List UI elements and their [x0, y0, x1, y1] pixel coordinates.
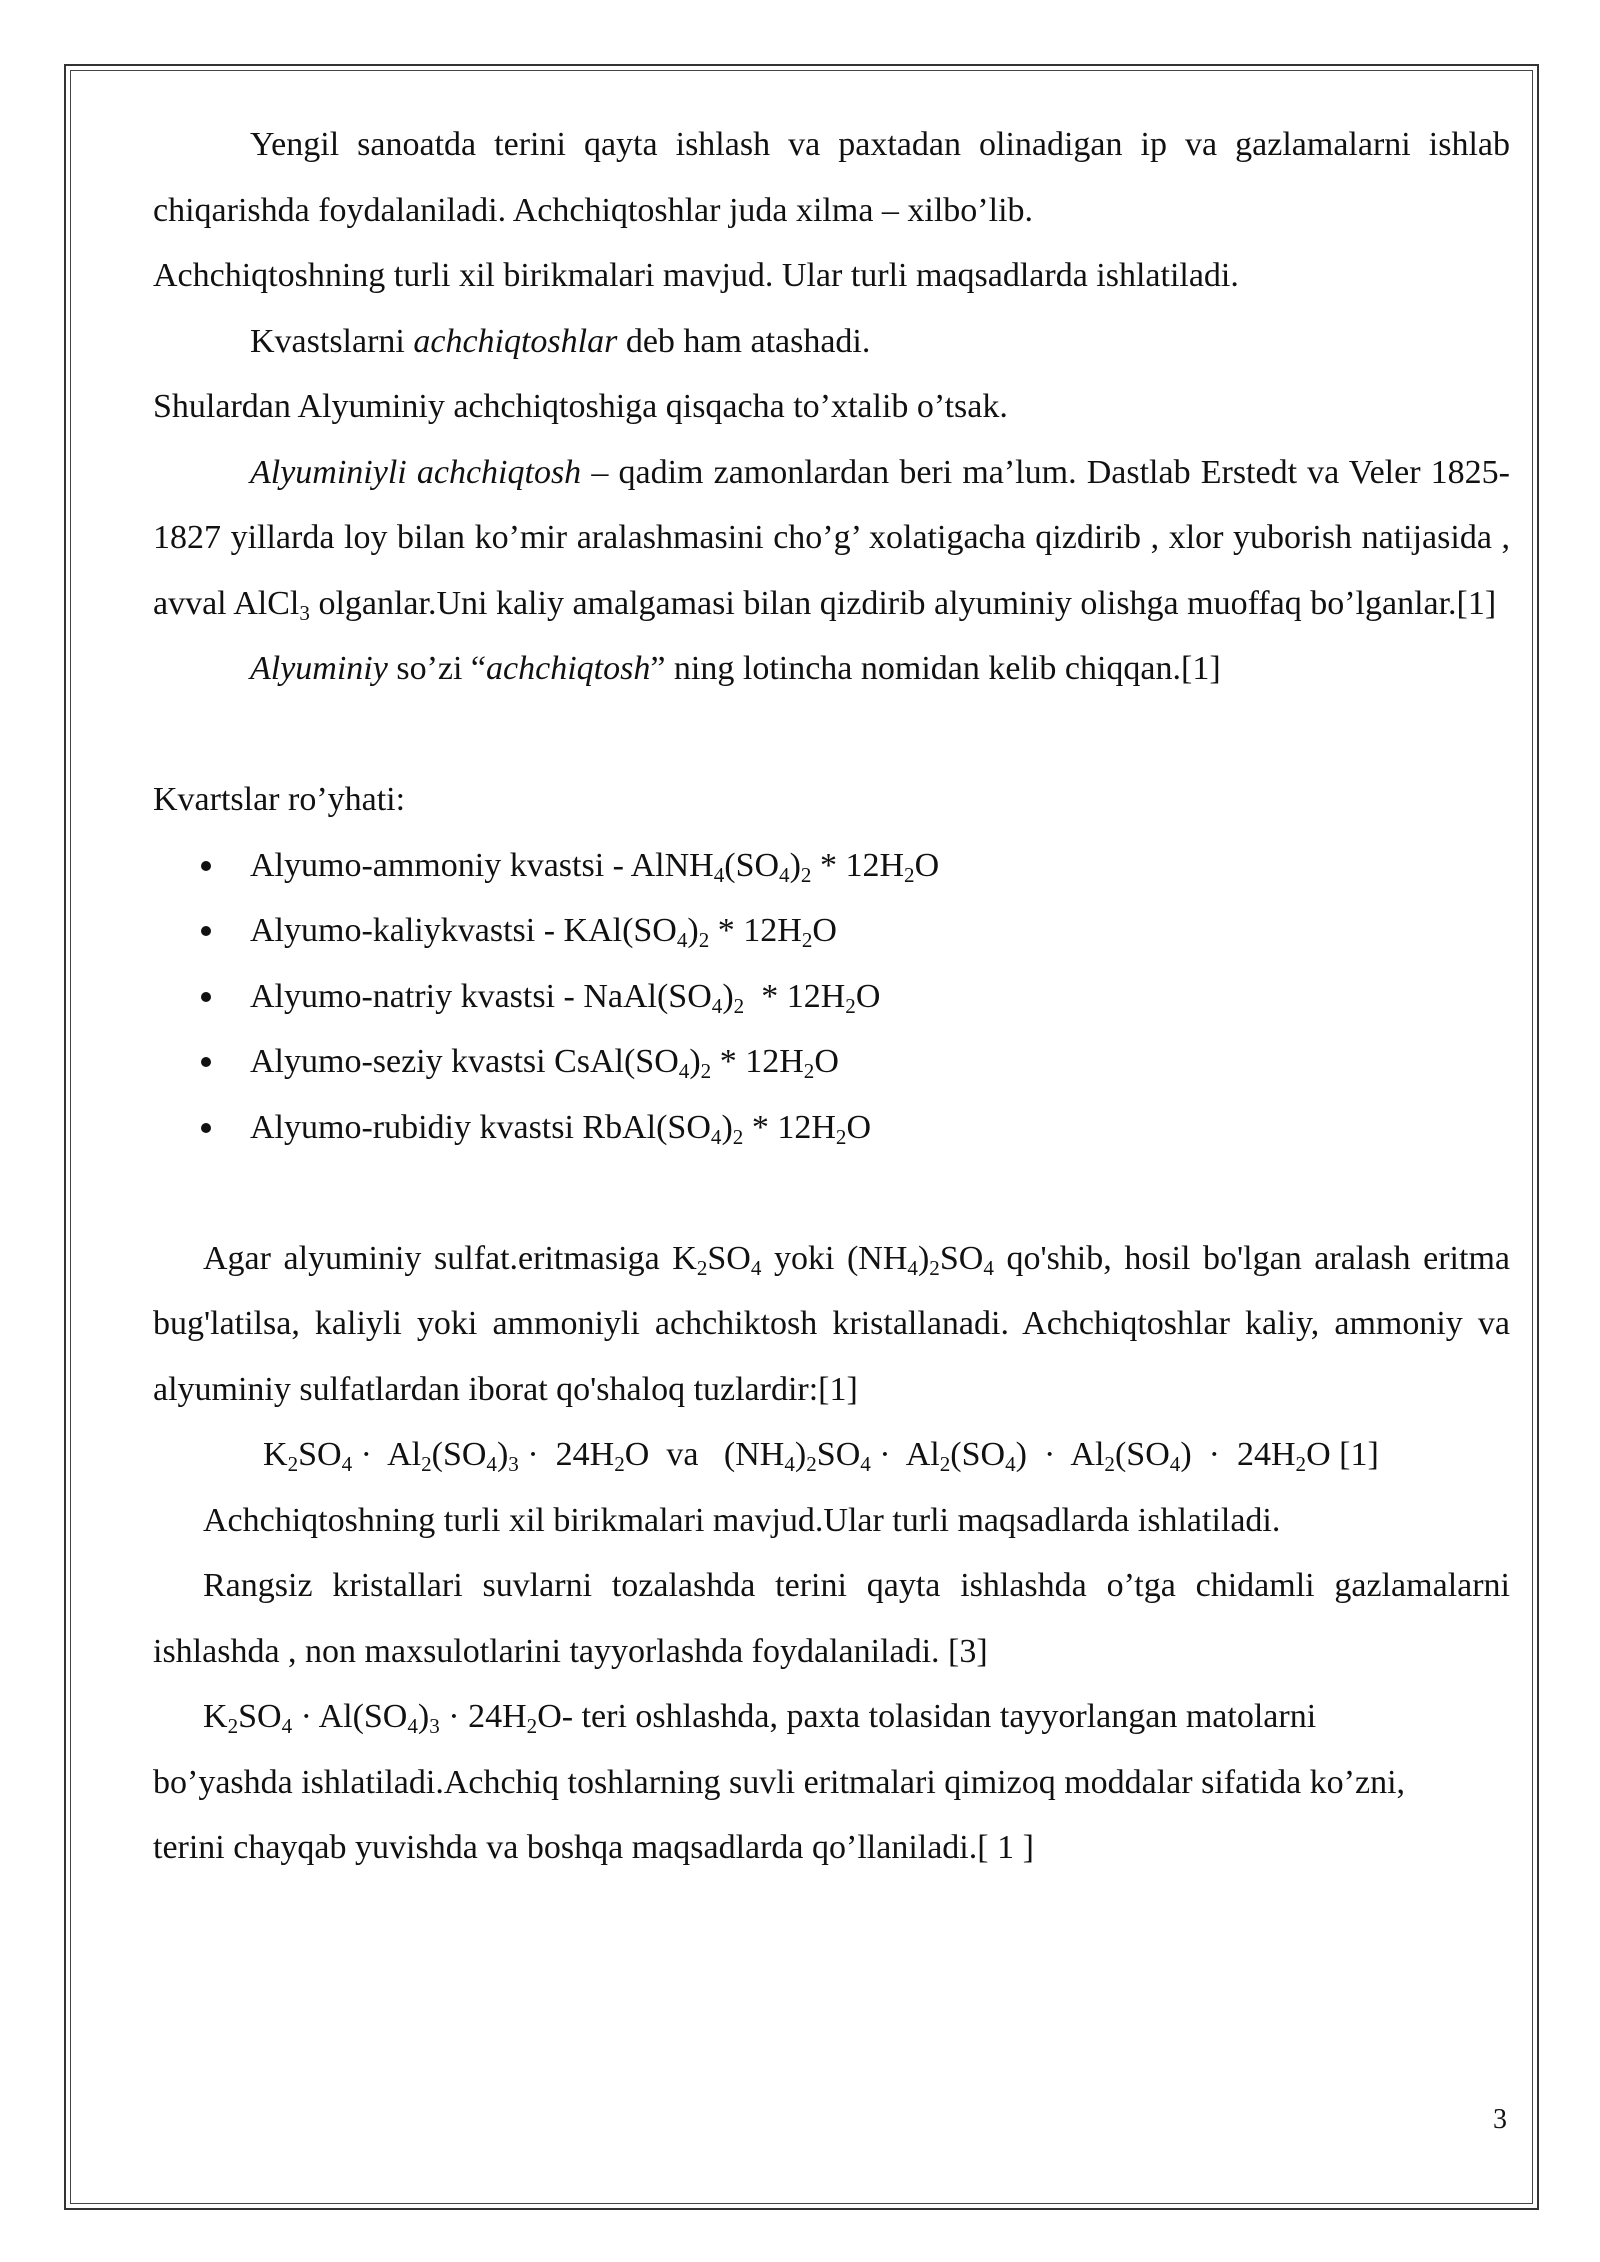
paragraph-4	[153, 374, 1510, 440]
text-run: SO	[816, 1436, 861, 1473]
subscript: 2	[904, 862, 915, 887]
subscript: 2	[227, 1713, 239, 1738]
bullet-icon	[201, 992, 211, 1002]
subscript: 4	[678, 1058, 690, 1083]
subscript: 4	[784, 1451, 795, 1476]
list-item	[153, 898, 1510, 964]
paragraph-7	[153, 1226, 1510, 1423]
subscript: 2	[800, 862, 812, 887]
subscript: 4	[907, 1255, 918, 1280]
subscript: 4	[983, 1255, 994, 1280]
text-run: deb ham atashadi.	[617, 322, 871, 360]
text-run: Kvastslarni	[250, 322, 414, 360]
paragraph-1-text: Yengil sanoatda terini qayta ishlash va paxtadan olinadigan ip va gazlamalarni ishlab chiqarishda foydalaniladi. Achchiqtoshlar juda xilma – xilbo’lib.	[153, 126, 1510, 229]
text-run: K	[203, 1698, 228, 1735]
subscript: 4	[779, 862, 790, 887]
subscript: 3	[299, 600, 310, 625]
text-run: (SO	[950, 1436, 1006, 1473]
subscript: 4	[407, 1713, 418, 1738]
paragraph-9	[153, 1553, 1510, 1684]
text-run: ) · 24H	[1180, 1436, 1296, 1473]
text-run: (SO	[724, 846, 780, 884]
text-run: O	[812, 912, 837, 949]
text-run: )	[722, 977, 734, 1015]
subscript: 2	[700, 1058, 712, 1083]
text-run: )	[794, 1436, 807, 1473]
subscript: 4	[1169, 1451, 1181, 1476]
blank-line	[153, 702, 1510, 768]
paragraph-2-text: Achchiqtoshning turli xil birikmalari mavjud. Ular turli maqsadlarda ishlatiladi.	[153, 257, 1239, 294]
bullet-icon	[201, 1123, 211, 1133]
list-item	[153, 833, 1510, 899]
text-run: yoki (NH	[761, 1239, 908, 1277]
list-item	[153, 1029, 1510, 1095]
subscript: 2	[732, 1124, 744, 1149]
list-heading-text: Kvartslar ro’yhati:	[153, 781, 406, 818]
text-run: O	[914, 846, 940, 884]
text-run: SO	[298, 1436, 342, 1473]
text-run: olganlar.Uni kaliy amalgamasi bilan qizdirib alyuminiy olishga muoffaq bo’lganlar.[1]	[309, 584, 1497, 622]
subscript: 2	[1295, 1451, 1307, 1476]
subscript: 2	[698, 927, 710, 952]
subscript: 2	[526, 1713, 538, 1738]
text-run: · Al	[870, 1436, 940, 1473]
subscript: 2	[614, 1451, 625, 1476]
subscript: 4	[281, 1713, 293, 1738]
document-body	[153, 112, 1510, 1881]
page-number: 3	[1493, 2104, 1507, 2135]
text-run: Agar alyuminiy sulfat.eritmasiga K	[203, 1239, 697, 1277]
text-run: qo'shib, hosil bo'lgan aralash eritma bug'latilsa, kaliyli yoki ammoniyli achchiktosh kristallanadi. Achchiqtoshlar kaliy, ammoniy va alyuminiy sulfatlardan iborat qo'shaloq tuzlardir:[1]	[153, 1239, 1510, 1408]
subscript: 2	[421, 1451, 432, 1476]
subscript: 4	[711, 993, 723, 1018]
subscript: 2	[803, 1058, 815, 1083]
text-run: )	[689, 1043, 701, 1080]
text-run: * 12H	[709, 912, 802, 949]
text-run: * 12H	[811, 846, 905, 884]
text-run: SO	[238, 1698, 282, 1735]
text-run: O	[814, 1043, 839, 1080]
text-run: )	[496, 1436, 509, 1473]
text-run: · Al(SO	[292, 1698, 408, 1735]
paragraph-6	[153, 636, 1510, 702]
subscript: 4	[710, 1124, 722, 1149]
text-run: · Al	[352, 1436, 422, 1473]
text-run: O va (NH	[624, 1436, 785, 1473]
subscript: 4	[860, 1451, 871, 1476]
text-run: )	[721, 1108, 733, 1146]
paragraph-4-text: Shulardan Alyuminiy achchiqtoshiga qisqacha to’xtalib o’tsak.	[153, 388, 1008, 425]
text-run: Alyumo-kaliykvastsi - KAl(SO	[250, 912, 677, 949]
subscript: 2	[733, 993, 745, 1018]
subscript: 2	[801, 927, 813, 952]
bullet-icon	[201, 861, 211, 871]
text-run: * 12H	[743, 1108, 836, 1146]
text-run: so’zi “	[387, 650, 487, 687]
subscript: 2	[929, 1255, 940, 1280]
bullet-icon	[201, 1057, 211, 1067]
text-run: (SO	[1114, 1436, 1170, 1473]
text-run: )	[687, 912, 699, 949]
list-item	[153, 1095, 1510, 1161]
paragraph-3	[153, 309, 1510, 375]
italic-term: achchiqtoshlar	[413, 322, 618, 360]
text-run: O- teri oshlashda, paxta tolasidan tayyorlangan matolarni bo’yashda ishlatiladi.Achchiq toshlarning suvli eritmalari qimizoq moddalar sifatida ko’zni, terini chayqab yuvishda va boshqa maqsadlarda qo’llaniladi.[ 1 ]	[153, 1698, 1406, 1866]
chemical-formula	[153, 1422, 1510, 1488]
blank-line	[153, 1160, 1510, 1226]
text-run: K	[263, 1436, 288, 1473]
text-run: · 24H	[439, 1698, 527, 1735]
text-run: Alyumo-seziy kvastsi CsAl(SO	[250, 1043, 679, 1080]
text-run: (SO	[431, 1436, 487, 1473]
text-run: – qadim zamonlardan beri ma’lum. Dastlab Erstedt va Veler 1825-1827 yillarda loy bilan ko’mir aralashmasini cho’g’ xolatigacha qizdirib , xlor yuborish natijasida , avval AlCl	[153, 453, 1510, 622]
subscript: 4	[1005, 1451, 1016, 1476]
subscript: 4	[750, 1255, 762, 1280]
paragraph-10	[153, 1684, 1510, 1881]
alum-list	[153, 833, 1510, 1161]
text-run: ) · Al	[1015, 1436, 1105, 1473]
subscript: 2	[1104, 1451, 1115, 1476]
text-run: O [1]	[1306, 1436, 1379, 1473]
italic-term: Alyuminiyli achchiqtosh	[250, 453, 582, 491]
subscript: 3	[429, 1713, 440, 1738]
text-run: Alyumo-rubidiy kvastsi RbAl(SO	[250, 1108, 711, 1146]
text-run: )	[917, 1239, 930, 1277]
subscript: 2	[835, 1124, 847, 1149]
subscript: 4	[486, 1451, 497, 1476]
list-item	[153, 964, 1510, 1030]
subscript: 4	[676, 927, 688, 952]
subscript: 4	[341, 1451, 353, 1476]
text-run: * 12H	[744, 977, 846, 1015]
text-run: O	[846, 1108, 871, 1146]
paragraph-9-text: Rangsiz kristallari suvlarni tozalashda terini qayta ishlashda o’tga chidamli gazlamalarni ishlashda , non maxsulotlarini tayyorlashda foydalaniladi. [3]	[153, 1567, 1510, 1670]
italic-term: Alyuminiy	[250, 650, 388, 687]
text-run: · 24H	[518, 1436, 615, 1473]
text-run: Alyumo-ammoniy kvastsi - AlNH	[250, 846, 714, 884]
subscript: 2	[845, 993, 856, 1018]
subscript: 2	[806, 1451, 817, 1476]
text-run: SO	[939, 1239, 984, 1277]
text-run: SO	[707, 1239, 751, 1277]
paragraph-1	[153, 112, 1510, 243]
text-run: O	[855, 977, 881, 1015]
italic-term: achchiqtosh	[486, 650, 651, 687]
text-run: ” ning lotincha nomidan kelib chiqqan.[1]	[650, 650, 1221, 687]
text-run: * 12H	[711, 1043, 804, 1080]
subscript: 2	[287, 1451, 299, 1476]
paragraph-5	[153, 440, 1510, 637]
subscript: 2	[696, 1255, 708, 1280]
paragraph-8	[153, 1488, 1510, 1554]
text-run: )	[417, 1698, 430, 1735]
paragraph-2	[153, 243, 1510, 309]
list-heading	[153, 767, 1510, 833]
text-run: )	[789, 846, 801, 884]
subscript: 2	[939, 1451, 951, 1476]
subscript: 3	[508, 1451, 519, 1476]
bullet-icon	[201, 926, 211, 936]
subscript: 4	[713, 862, 725, 887]
paragraph-8-text: Achchiqtoshning turli xil birikmalari mavjud.Ular turli maqsadlarda ishlatiladi.	[203, 1501, 1281, 1539]
text-run: Alyumo-natriy kvastsi - NaAl(SO	[250, 977, 712, 1015]
